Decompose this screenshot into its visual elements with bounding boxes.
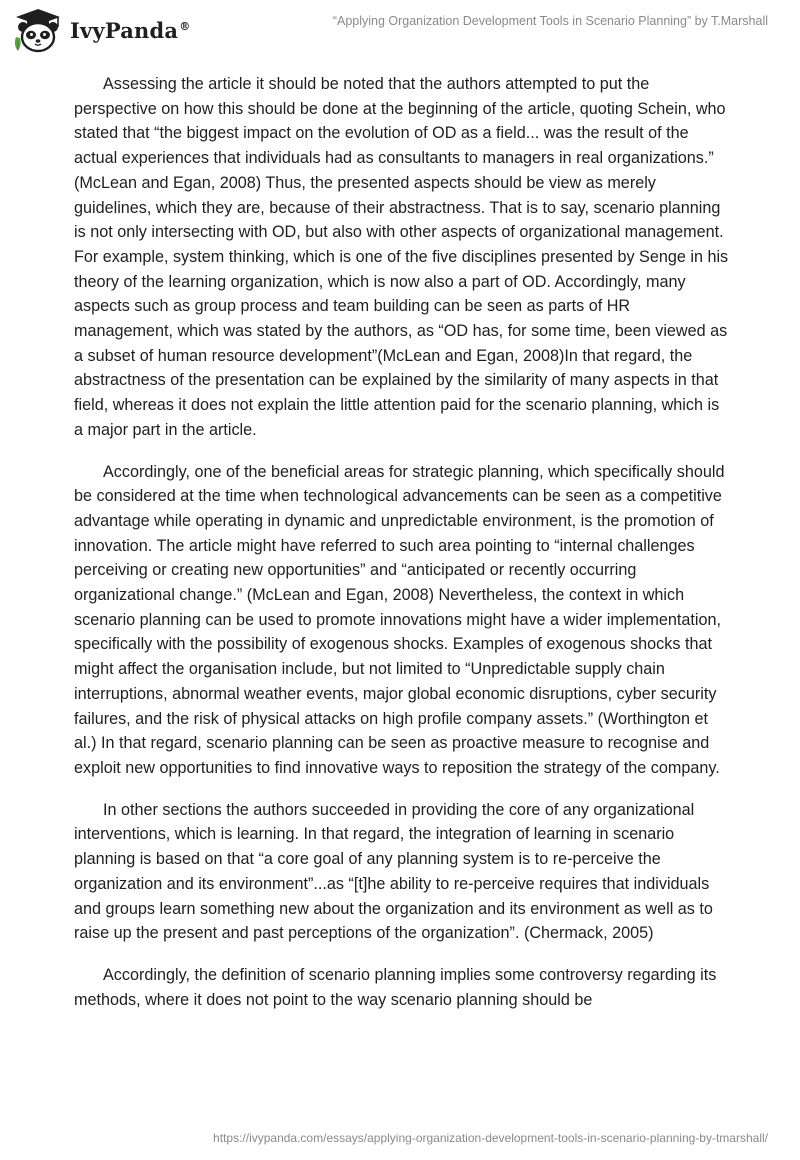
paragraph: Accordingly, one of the beneficial areas for strategic planning, which specifically should be considered at the time when technological advancements can be seen as a competitive advantage while operating in dynamic and unpredictable environment, is the promotion of innovation. The article might have referred to such area pointing to “internal challenges perceiving or creating new opportunities” and “anticipated or recently occurring organizational change.” (McLean and Egan, 2008) Nevertheless, the context in which scenario planning can be used to promote innovations might have a wider implementation, specifically with the possibility of exogenous shocks. Examples of exogenous shocks that might affect the organisation include, but not limited to “Unpredictable supply chain interruptions, abnormal weather events, major global economic disruptions, cyber security failures, and the risk of physical attacks on high profile company assets.” (Worthington et al.) In that regard, scenario planning can be seen as proactive measure to recognise and exploit new opportunities to find innovative ways to reposition the strategy of the company.: [74, 462, 725, 777]
paragraph: Assessing the article it should be noted that the authors attempted to put the perspective on how this should be done at the beginning of the article, quoting Schein, who stated that “the biggest impact on the evolution of OD as a field... was the result of the actual experiences that individuals had as consultants to managers in real organizations.” (McLean and Egan, 2008) Thus, the presented aspects should be view as merely guidelines, which they are, because of their abstractness. That is to say, scenario planning is not only intersecting with OD, but also with other aspects of organizational management. For example, system thinking, which is one of the five disciplines presented by Senge in his theory of the learning organization, which is now also a part of OD. Accordingly, many aspects such as group process and team building can be seen as parts of HR management, which was stated by the authors, as “OD has, for some time, been viewed as a subset of human resource development”(McLean and Egan, 2008)In that regard, the abstractness of the presentation can be explained by the similarity of many aspects in that field, whereas it does not explain the little attention paid for the scenario planning, which is a major part in the article.: [74, 75, 729, 439]
panda-mascot-icon: [12, 7, 64, 53]
document-title: “Applying Organization Development Tools in Scenario Planning” by T.Marshall: [332, 14, 768, 28]
essay-body: [74, 72, 730, 1029]
brand-name: IvyPanda®: [70, 17, 191, 43]
registered-mark: ®: [179, 19, 191, 33]
ivypanda-logo[interactable]: [12, 8, 190, 52]
source-url[interactable]: https://ivypanda.com/essays/applying-organization-development-tools-in-scenario-planning-by-tmarshall/: [213, 1131, 768, 1145]
paragraph: Accordingly, the definition of scenario planning implies some controversy regarding its methods, where it does not point to the way scenario planning should be: [74, 965, 717, 1009]
paragraph: In other sections the authors succeeded in providing the core of any organizational interventions, which is learning. In that regard, the integration of learning in scenario planning is based on that “a core goal of any planning system is to re-perceive the organization and its environment”...as “[t]he ability to re-perceive requires that individuals and groups learn something new about the organization and its environment as well as to raise up the present and past perceptions of the organization”. (Chermack, 2005): [74, 800, 713, 943]
page-header: [0, 0, 800, 58]
